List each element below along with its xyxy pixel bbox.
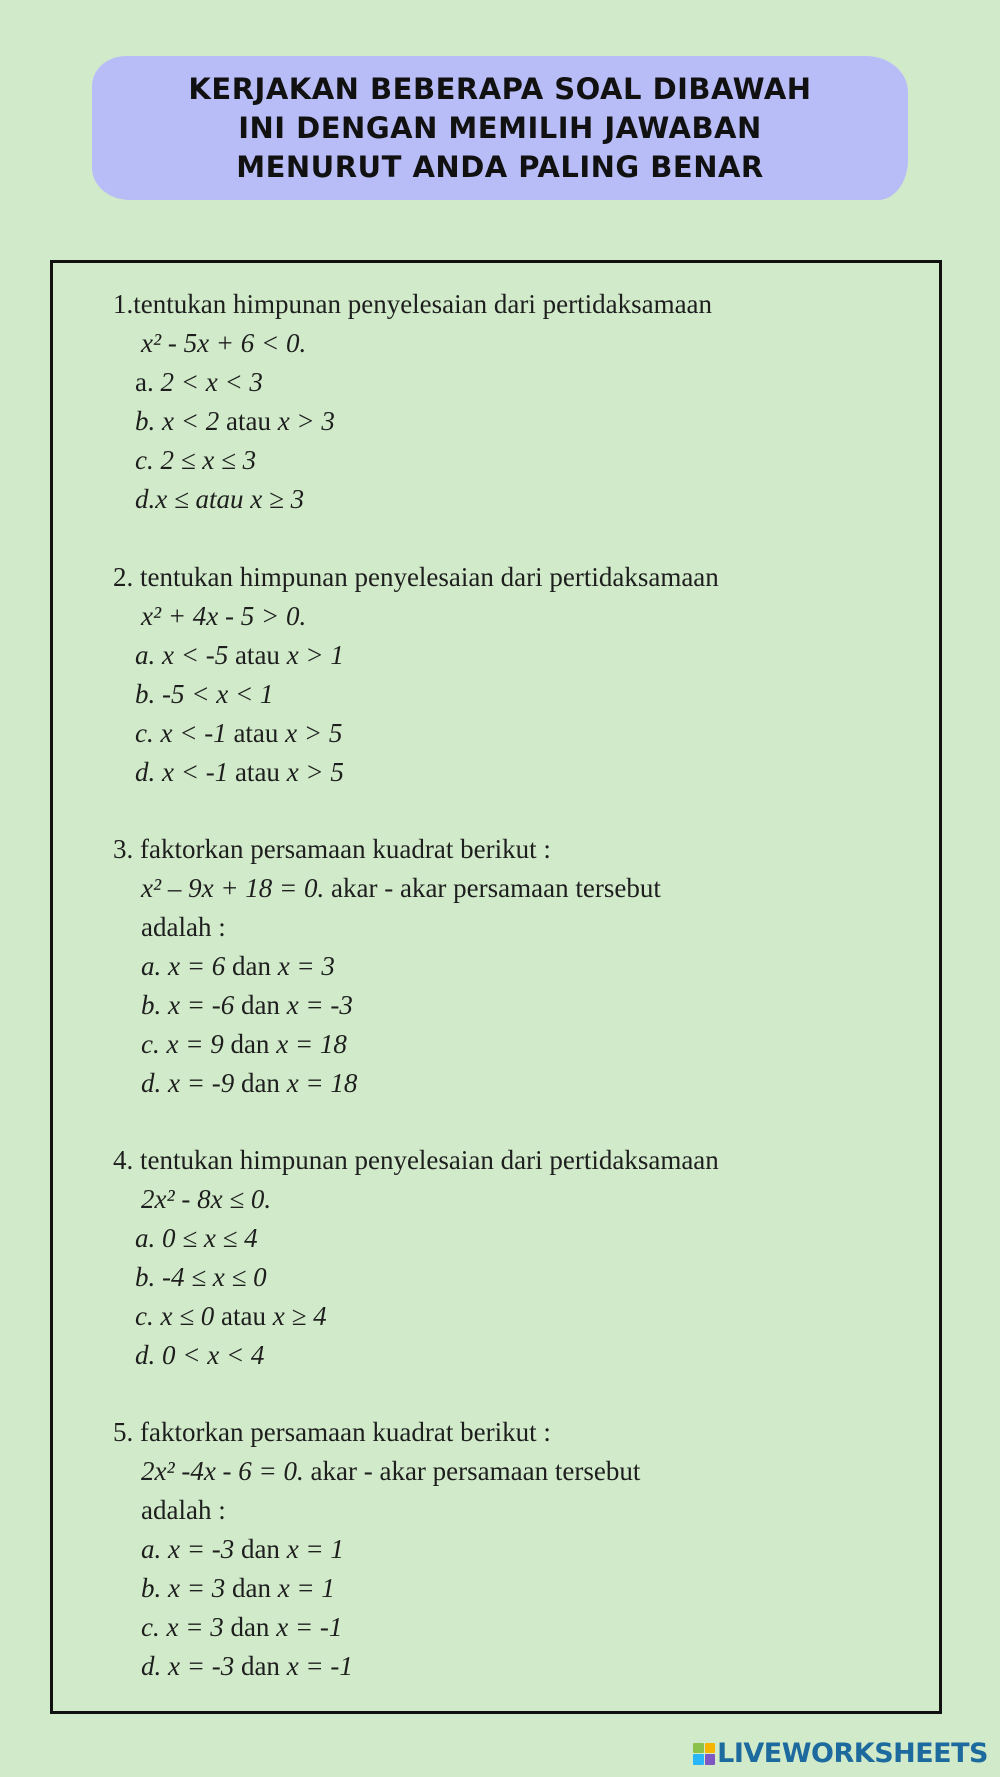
option-connector: dan xyxy=(230,1029,270,1059)
option-text: x = 1 xyxy=(286,1534,344,1564)
option-letter: b. xyxy=(135,1262,156,1292)
option-text: x < -1 xyxy=(160,718,227,748)
instruction-line-3: MENURUT ANDA PALING BENAR xyxy=(236,149,764,184)
option-text: x = 3 xyxy=(277,951,335,981)
brand-name: LIVEWORKSHEETS xyxy=(717,1738,988,1769)
liveworksheets-logo[interactable] xyxy=(693,1738,988,1769)
question-prompt xyxy=(113,1413,640,1452)
question-4 xyxy=(113,1141,719,1375)
option-text: x = -9 xyxy=(168,1068,235,1098)
question-extra: adalah : xyxy=(141,1495,226,1525)
option-text: 2 < x < 3 xyxy=(160,367,263,397)
question-5 xyxy=(113,1413,640,1686)
expression-tail: akar - akar persamaan tersebut xyxy=(310,1456,641,1486)
option-text: x < -5 xyxy=(162,640,229,670)
option-text: x ≥ 4 xyxy=(272,1301,327,1331)
option-text: x = -6 xyxy=(168,990,235,1020)
option-text: -5 < x < 1 xyxy=(162,679,274,709)
prompt-text: tentukan himpunan penyelesaian dari pertidaksamaan xyxy=(133,289,713,319)
option-letter: a. xyxy=(135,367,154,397)
option-connector: dan xyxy=(231,951,271,981)
logo-tile-icon xyxy=(705,1743,716,1754)
option-b[interactable] xyxy=(113,986,661,1025)
question-prompt xyxy=(113,285,712,324)
option-text: 0 ≤ x ≤ 4 xyxy=(162,1223,258,1253)
questions-box xyxy=(50,260,942,1714)
option-letter: a. xyxy=(141,951,162,981)
option-d[interactable] xyxy=(113,1336,719,1375)
option-b[interactable] xyxy=(113,1258,719,1297)
question-1 xyxy=(113,285,712,519)
option-text: x = -3 xyxy=(168,1534,235,1564)
option-letter: b. xyxy=(135,406,156,436)
option-text: x = 18 xyxy=(286,1068,358,1098)
option-c[interactable] xyxy=(113,1608,640,1647)
question-number: 3. xyxy=(113,834,134,864)
question-2 xyxy=(113,558,719,792)
option-text: x = 18 xyxy=(276,1029,347,1059)
option-a[interactable] xyxy=(113,363,712,402)
question-expression xyxy=(113,597,719,636)
prompt-text: faktorkan persamaan kuadrat berikut : xyxy=(140,1417,551,1447)
option-text: x ≤ atau x ≥ 3 xyxy=(155,484,305,514)
option-text: x = 6 xyxy=(168,951,226,981)
question-number: 2. xyxy=(113,562,134,592)
expression-text: 2x² -4x - 6 = 0. xyxy=(141,1456,304,1486)
expression-text: x² + 4x - 5 > 0. xyxy=(141,601,307,631)
option-c[interactable] xyxy=(113,714,719,753)
option-text: x > 3 xyxy=(277,406,335,436)
option-a[interactable] xyxy=(113,947,661,986)
option-letter: d. xyxy=(135,757,156,787)
instruction-line-2: INI DENGAN MEMILIH JAWABAN xyxy=(238,110,762,145)
option-text: x = -1 xyxy=(276,1612,343,1642)
option-a[interactable] xyxy=(113,636,719,675)
option-letter: d. xyxy=(141,1068,162,1098)
question-expression xyxy=(113,1180,719,1219)
question-prompt xyxy=(113,558,719,597)
instruction-line-1: KERJAKAN BEBERAPA SOAL DIBAWAH xyxy=(188,71,812,106)
option-connector: atau xyxy=(233,718,279,748)
question-prompt xyxy=(113,830,661,869)
liveworksheets-icon xyxy=(693,1743,715,1765)
question-number: 1. xyxy=(113,289,134,319)
option-d[interactable] xyxy=(113,1064,661,1103)
option-text: 0 < x < 4 xyxy=(162,1340,265,1370)
option-c[interactable] xyxy=(113,441,712,480)
question-3 xyxy=(113,830,661,1103)
option-letter: c. xyxy=(135,718,154,748)
option-text: x = 3 xyxy=(168,1573,226,1603)
option-text: -4 ≤ x ≤ 0 xyxy=(162,1262,267,1292)
option-letter: b. xyxy=(141,990,162,1020)
option-text: x = 3 xyxy=(166,1612,224,1642)
logo-tile-icon xyxy=(693,1743,704,1754)
option-letter: d. xyxy=(135,484,156,514)
option-a[interactable] xyxy=(113,1219,719,1258)
option-connector: dan xyxy=(240,1068,280,1098)
option-letter: d. xyxy=(135,1340,156,1370)
option-text: x > 1 xyxy=(286,640,344,670)
option-letter: d. xyxy=(141,1651,162,1681)
option-text: x > 5 xyxy=(285,718,343,748)
option-connector: atau xyxy=(225,406,271,436)
question-expression xyxy=(113,1452,640,1491)
option-text: x = -1 xyxy=(286,1651,353,1681)
option-text: x > 5 xyxy=(286,757,344,787)
option-d[interactable] xyxy=(113,480,712,519)
option-text: x < 2 xyxy=(162,406,220,436)
option-letter: a. xyxy=(135,640,156,670)
option-letter: b. xyxy=(135,679,156,709)
question-expression xyxy=(113,869,661,908)
option-connector: dan xyxy=(230,1612,270,1642)
option-text: x < -1 xyxy=(162,757,229,787)
logo-tile-icon xyxy=(705,1754,716,1765)
prompt-text: tentukan himpunan penyelesaian dari pertidaksamaan xyxy=(140,1145,719,1175)
option-connector: dan xyxy=(240,1651,280,1681)
expression-tail: akar - akar persamaan tersebut xyxy=(331,873,661,903)
option-letter: c. xyxy=(141,1029,160,1059)
option-b[interactable] xyxy=(113,402,712,441)
option-a[interactable] xyxy=(113,1530,640,1569)
option-connector: dan xyxy=(231,1573,271,1603)
option-text: x = 1 xyxy=(277,1573,335,1603)
option-d[interactable] xyxy=(113,1647,640,1686)
option-text: x = -3 xyxy=(168,1651,235,1681)
option-letter: a. xyxy=(135,1223,156,1253)
instruction-banner xyxy=(92,56,908,200)
option-letter: c. xyxy=(141,1612,160,1642)
option-connector: atau xyxy=(234,757,280,787)
option-connector: dan xyxy=(240,1534,280,1564)
question-number: 5. xyxy=(113,1417,134,1447)
question-prompt xyxy=(113,1141,719,1180)
option-letter: a. xyxy=(141,1534,162,1564)
option-connector: dan xyxy=(240,990,280,1020)
option-letter: c. xyxy=(135,1301,154,1331)
option-text: 2 ≤ x ≤ 3 xyxy=(160,445,257,475)
option-text: x ≤ 0 xyxy=(160,1301,215,1331)
option-connector: atau xyxy=(221,1301,267,1331)
question-number: 4. xyxy=(113,1145,134,1175)
option-letter: b. xyxy=(141,1573,162,1603)
option-d[interactable] xyxy=(113,753,719,792)
question-extra: adalah : xyxy=(141,912,226,942)
expression-text: 2x² - 8x ≤ 0. xyxy=(141,1184,272,1214)
option-text: x = -3 xyxy=(286,990,353,1020)
expression-text: x² – 9x + 18 = 0. xyxy=(141,873,325,903)
option-b[interactable] xyxy=(113,1569,640,1608)
prompt-text: faktorkan persamaan kuadrat berikut : xyxy=(140,834,551,864)
option-b[interactable] xyxy=(113,675,719,714)
option-c[interactable] xyxy=(113,1025,661,1064)
option-letter: c. xyxy=(135,445,154,475)
option-connector: atau xyxy=(234,640,280,670)
logo-tile-icon xyxy=(693,1754,704,1765)
option-c[interactable] xyxy=(113,1297,719,1336)
prompt-text: tentukan himpunan penyelesaian dari pertidaksamaan xyxy=(140,562,719,592)
expression-text: x² - 5x + 6 < 0. xyxy=(141,328,307,358)
option-text: x = 9 xyxy=(166,1029,224,1059)
question-expression xyxy=(113,324,712,363)
